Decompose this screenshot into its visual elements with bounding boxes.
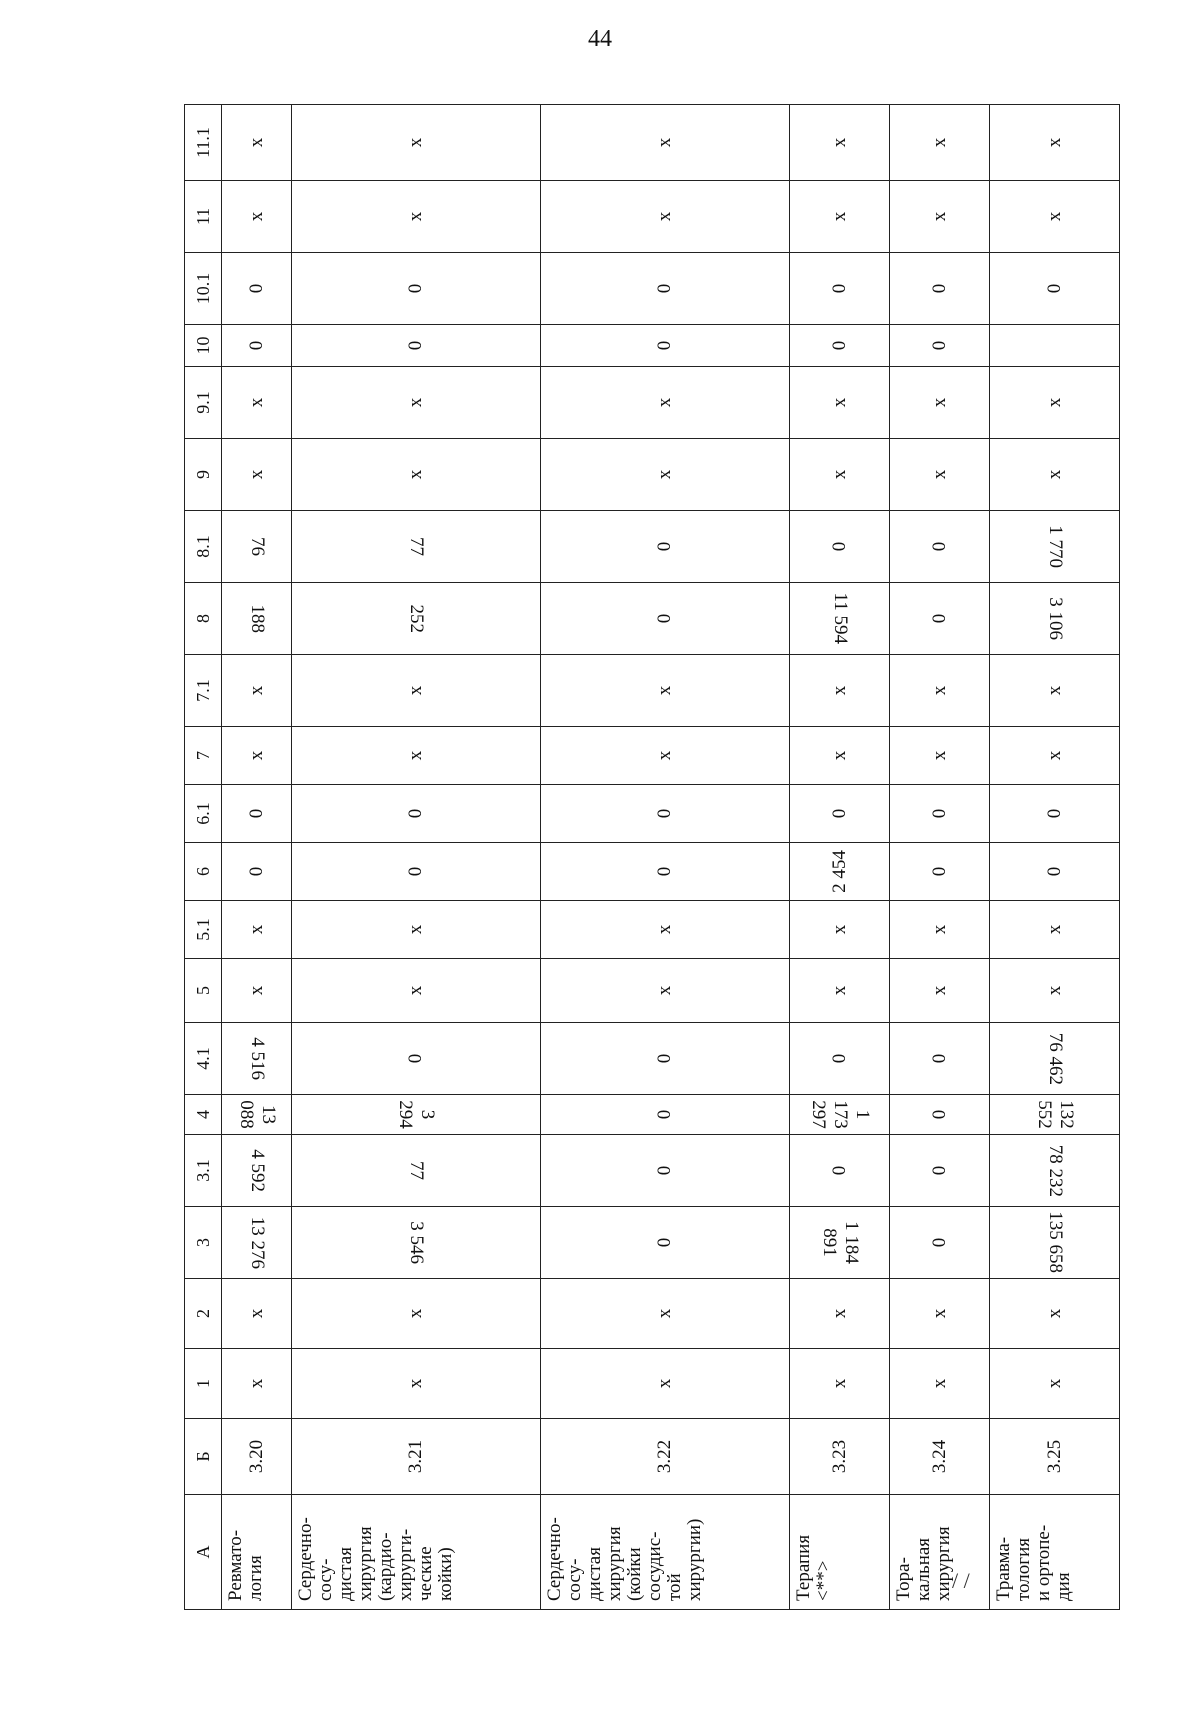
column-header: 11 — [185, 181, 222, 253]
row-name: Тора- кальная хирургия — [893, 1526, 955, 1601]
cell-value: 0 — [928, 541, 950, 552]
table-cell — [292, 727, 541, 785]
cell-value: 0 — [928, 1165, 950, 1176]
table-cell — [292, 1095, 541, 1135]
table-cell — [292, 655, 541, 727]
cell-value: 0 — [405, 283, 427, 294]
cell-value: 11 594 — [829, 592, 851, 645]
row-name-cell — [990, 1495, 1120, 1610]
cell-value: х — [654, 924, 676, 935]
cell-value: х — [245, 469, 267, 480]
cell-value: 0 — [928, 1237, 950, 1248]
table-cell — [790, 959, 890, 1023]
table-cell — [292, 1349, 541, 1419]
cell-value: х — [245, 924, 267, 935]
table-cell — [541, 181, 790, 253]
table-cell — [541, 439, 790, 511]
cell-value: 77 — [406, 537, 428, 556]
cell-value: х — [405, 469, 427, 480]
cell-value: 0 — [828, 283, 850, 294]
table-cell — [292, 367, 541, 439]
row-name-cell — [890, 1495, 990, 1610]
cell-value: х — [1043, 685, 1065, 696]
table-cell — [541, 959, 790, 1023]
table-cell — [292, 511, 541, 583]
cell-value: х — [405, 397, 427, 408]
table-cell — [890, 785, 990, 843]
column-header: 7.1 — [185, 655, 222, 727]
table-cell — [222, 367, 292, 439]
cell-value: х — [928, 1378, 950, 1389]
cell-value: 0 — [828, 340, 850, 351]
table-cell — [222, 901, 292, 959]
cell-value: х — [654, 985, 676, 996]
cell-value: 13 276 — [246, 1216, 268, 1269]
table-cell — [222, 1207, 292, 1279]
cell-value: 0 — [654, 808, 676, 819]
table-cell — [790, 367, 890, 439]
table-cell — [790, 253, 890, 325]
table-cell — [222, 583, 292, 655]
table-cell — [790, 439, 890, 511]
table-cell — [990, 1095, 1120, 1135]
table-cell — [292, 785, 541, 843]
table-cell — [990, 181, 1120, 253]
table-cell — [790, 727, 890, 785]
row-name-cell — [292, 1495, 541, 1610]
row-name: Сердечно- сосу- дистая хирургия (койки сосудис- той хирургии) — [544, 1517, 705, 1601]
cell-value: х — [405, 1378, 427, 1389]
table-cell — [222, 439, 292, 511]
table-cell — [790, 583, 890, 655]
cell-value: х — [928, 750, 950, 761]
cell-value: 0 — [1043, 808, 1065, 819]
table-cell — [890, 1279, 990, 1349]
table-cell — [541, 785, 790, 843]
table-cell — [890, 959, 990, 1023]
table-cell — [990, 1207, 1120, 1279]
cell-value: х — [828, 1378, 850, 1389]
cell-value: 0 — [1043, 866, 1065, 877]
cell-value: х — [1043, 924, 1065, 935]
cell-value: 0 — [245, 340, 267, 351]
cell-value: х — [828, 469, 850, 480]
table-cell — [790, 325, 890, 367]
table-cell — [990, 727, 1120, 785]
table-cell — [790, 1095, 890, 1135]
table-cell — [222, 727, 292, 785]
cell-value: х — [1043, 750, 1065, 761]
table-cell — [222, 325, 292, 367]
table-cell — [890, 1095, 990, 1135]
cell-value: 0 — [245, 808, 267, 819]
cell-value: 4 516 — [246, 1037, 268, 1080]
table-cell — [790, 655, 890, 727]
column-header: 7 — [185, 727, 222, 785]
table-cell — [790, 511, 890, 583]
column-header: 10 — [185, 325, 222, 367]
cell-value: 0 — [1043, 283, 1065, 294]
column-header: 8.1 — [185, 511, 222, 583]
cell-value: х — [828, 1308, 850, 1319]
cell-value: х — [405, 985, 427, 996]
pen-mark: / / — [952, 1568, 970, 1593]
column-header: 8 — [185, 583, 222, 655]
cell-value: 0 — [405, 1053, 427, 1064]
table-cell — [222, 843, 292, 901]
cell-value: х — [654, 397, 676, 408]
table-cell — [890, 843, 990, 901]
cell-value: 0 — [654, 1165, 676, 1176]
cell-value: 0 — [928, 866, 950, 877]
table-cell — [292, 1207, 541, 1279]
cell-value: 4 592 — [246, 1149, 268, 1192]
row-code: 3.24 — [890, 1419, 990, 1495]
table-cell — [541, 901, 790, 959]
cell-value: х — [928, 137, 950, 148]
cell-value: 0 — [654, 1053, 676, 1064]
cell-value: 0 — [654, 1237, 676, 1248]
table-row — [541, 105, 790, 1610]
row-name: Терапия <**> — [793, 1534, 835, 1601]
table-cell — [790, 1279, 890, 1349]
cell-value: 0 — [928, 1109, 950, 1120]
table-cell — [990, 843, 1120, 901]
cell-value: х — [928, 685, 950, 696]
table-cell — [541, 253, 790, 325]
table-cell — [222, 181, 292, 253]
column-header: 11.1 — [185, 105, 222, 181]
table-cell — [790, 843, 890, 901]
table-cell — [541, 105, 790, 181]
row-name: Ревмато- логия — [225, 1529, 266, 1601]
cell-value: х — [405, 137, 427, 148]
cell-value: 1 770 — [1044, 525, 1066, 568]
table-cell — [222, 1279, 292, 1349]
cell-value: х — [245, 211, 267, 222]
cell-value: 78 232 — [1044, 1144, 1066, 1197]
table-cell — [890, 367, 990, 439]
cell-value: х — [928, 469, 950, 480]
table-row — [222, 105, 292, 1610]
table-cell — [990, 105, 1120, 181]
table-cell — [990, 511, 1120, 583]
table-cell — [292, 959, 541, 1023]
table-cell — [222, 655, 292, 727]
table-cell — [222, 253, 292, 325]
table-cell — [790, 1023, 890, 1095]
table-cell — [292, 1135, 541, 1207]
column-header: 10.1 — [185, 253, 222, 325]
table-row — [292, 105, 541, 1610]
cell-value: х — [654, 750, 676, 761]
cell-value: 0 — [928, 613, 950, 624]
row-name-cell — [541, 1495, 790, 1610]
table-cell — [541, 1135, 790, 1207]
cell-value: 0 — [245, 866, 267, 877]
table-cell — [890, 655, 990, 727]
table-cell — [890, 105, 990, 181]
table-cell — [222, 511, 292, 583]
column-header: 6 — [185, 843, 222, 901]
cell-value: х — [654, 137, 676, 148]
cell-value: х — [405, 211, 427, 222]
table-cell — [292, 1023, 541, 1095]
table-cell — [790, 901, 890, 959]
cell-value: 0 — [928, 808, 950, 819]
cell-value: х — [828, 985, 850, 996]
cell-value: х — [405, 750, 427, 761]
cell-value: 77 — [406, 1161, 428, 1180]
cell-value: 0 — [828, 1165, 850, 1176]
cell-value: х — [245, 397, 267, 408]
cell-value: 76 462 — [1044, 1032, 1066, 1085]
cell-value: х — [654, 469, 676, 480]
table-cell — [790, 785, 890, 843]
cell-value: 76 — [246, 537, 268, 556]
cell-value: 0 — [928, 1053, 950, 1064]
table-cell — [541, 367, 790, 439]
cell-value: 135 658 — [1044, 1211, 1066, 1274]
table-cell — [541, 1349, 790, 1419]
cell-value: х — [928, 211, 950, 222]
cell-value: х — [928, 397, 950, 408]
table-cell — [292, 105, 541, 181]
column-header: 4.1 — [185, 1023, 222, 1095]
cell-value: х — [654, 211, 676, 222]
cell-value: х — [654, 685, 676, 696]
table-cell — [790, 181, 890, 253]
column-header: А — [185, 1495, 222, 1610]
cell-value: 3 106 — [1044, 597, 1066, 640]
data-table — [184, 104, 1120, 1610]
cell-value: 0 — [654, 866, 676, 877]
cell-value: 0 — [654, 283, 676, 294]
column-header: 9 — [185, 439, 222, 511]
table-cell — [222, 1135, 292, 1207]
table-cell — [222, 959, 292, 1023]
table-cell — [292, 325, 541, 367]
table-cell — [890, 1207, 990, 1279]
cell-value: 0 — [654, 613, 676, 624]
cell-value: х — [828, 750, 850, 761]
table-cell — [990, 1349, 1120, 1419]
cell-value: х — [245, 685, 267, 696]
column-header: Б — [185, 1419, 222, 1495]
cell-value: х — [1043, 1378, 1065, 1389]
table-cell — [541, 727, 790, 785]
table-cell — [292, 253, 541, 325]
row-code: 3.20 — [222, 1419, 292, 1495]
table-cell — [541, 1207, 790, 1279]
table-cell — [541, 511, 790, 583]
cell-value: 0 — [654, 541, 676, 552]
cell-value: х — [1043, 397, 1065, 408]
cell-value: х — [654, 1378, 676, 1389]
table-cell — [990, 253, 1120, 325]
table-cell — [222, 105, 292, 181]
cell-value: х — [828, 211, 850, 222]
cell-value: 2 454 — [828, 850, 850, 893]
cell-value: х — [245, 137, 267, 148]
table-cell — [990, 367, 1120, 439]
cell-value: 0 — [928, 340, 950, 351]
cell-value: х — [1043, 469, 1065, 480]
cell-value: х — [828, 685, 850, 696]
cell-value: 0 — [828, 541, 850, 552]
cell-value: х — [1043, 137, 1065, 148]
cell-value: 132 552 — [1033, 1100, 1077, 1129]
cell-value: 0 — [828, 1053, 850, 1064]
table-cell — [890, 1135, 990, 1207]
table-cell — [890, 325, 990, 367]
table-cell — [222, 1023, 292, 1095]
table-cell — [292, 843, 541, 901]
table-cell — [790, 1349, 890, 1419]
table-cell — [990, 1023, 1120, 1095]
column-header: 5 — [185, 959, 222, 1023]
table-cell — [292, 1279, 541, 1349]
table-cell — [890, 1023, 990, 1095]
row-code: 3.22 — [541, 1419, 790, 1495]
cell-value: х — [1043, 1308, 1065, 1319]
cell-value: х — [828, 397, 850, 408]
column-header: 1 — [185, 1349, 222, 1419]
cell-value: 0 — [654, 340, 676, 351]
table-cell — [541, 843, 790, 901]
cell-value: х — [828, 137, 850, 148]
cell-value: х — [245, 750, 267, 761]
table-body — [222, 105, 1120, 1610]
cell-value: 3 294 — [395, 1100, 439, 1129]
table-cell — [990, 325, 1120, 367]
table-cell — [292, 181, 541, 253]
cell-value: 0 — [828, 808, 850, 819]
cell-value: 1 184 891 — [818, 1221, 862, 1264]
table-cell — [990, 959, 1120, 1023]
row-code: 3.25 — [990, 1419, 1120, 1495]
cell-value: 188 — [246, 604, 268, 633]
cell-value: 0 — [405, 866, 427, 877]
table-cell — [541, 1095, 790, 1135]
row-code: 3.21 — [292, 1419, 541, 1495]
table-cell — [990, 785, 1120, 843]
table-cell — [541, 325, 790, 367]
table-row — [790, 105, 890, 1610]
cell-value: 1 173 297 — [807, 1100, 873, 1129]
table-cell — [890, 181, 990, 253]
cell-value: 0 — [405, 808, 427, 819]
table-cell — [790, 1135, 890, 1207]
column-header: 3 — [185, 1207, 222, 1279]
table-cell — [541, 1279, 790, 1349]
table-cell — [222, 785, 292, 843]
cell-value: х — [928, 1308, 950, 1319]
table-cell — [292, 583, 541, 655]
table-cell — [790, 1207, 890, 1279]
table-cell — [990, 1279, 1120, 1349]
cell-value: х — [928, 985, 950, 996]
column-header: 3.1 — [185, 1135, 222, 1207]
cell-value: х — [245, 985, 267, 996]
table-row — [890, 105, 990, 1610]
table-cell — [890, 727, 990, 785]
header-row — [185, 105, 222, 1610]
table-cell — [890, 439, 990, 511]
table-cell — [890, 1349, 990, 1419]
row-name: Травма- тология и ортопе- дия — [993, 1524, 1075, 1601]
row-name-cell — [790, 1495, 890, 1610]
cell-value: х — [245, 1308, 267, 1319]
cell-value: х — [654, 1308, 676, 1319]
table-cell — [790, 105, 890, 181]
cell-value: х — [405, 685, 427, 696]
page-number: 44 — [588, 26, 612, 52]
cell-value: х — [1043, 211, 1065, 222]
cell-value: 252 — [406, 604, 428, 633]
cell-value: 0 — [405, 340, 427, 351]
cell-value: х — [405, 924, 427, 935]
column-header: 4 — [185, 1095, 222, 1135]
column-header: 2 — [185, 1279, 222, 1349]
table-cell — [890, 901, 990, 959]
table-cell — [990, 655, 1120, 727]
row-name: Сердечно- сосу- дистая хирургия (кардио- хирурги- ческие койки) — [295, 1517, 456, 1601]
table-cell — [990, 439, 1120, 511]
table-cell — [890, 253, 990, 325]
column-header: 9.1 — [185, 367, 222, 439]
cell-value: х — [828, 924, 850, 935]
table-cell — [990, 583, 1120, 655]
cell-value: х — [245, 1378, 267, 1389]
column-header: 5.1 — [185, 901, 222, 959]
table-cell — [541, 583, 790, 655]
cell-value: 3 546 — [406, 1221, 428, 1264]
column-header: 6.1 — [185, 785, 222, 843]
cell-value: 0 — [245, 283, 267, 294]
table-cell — [890, 511, 990, 583]
table-cell — [890, 583, 990, 655]
cell-value: 0 — [928, 283, 950, 294]
table-row — [990, 105, 1120, 1610]
table-cell — [990, 901, 1120, 959]
table-cell — [292, 439, 541, 511]
row-code: 3.23 — [790, 1419, 890, 1495]
table-cell — [292, 901, 541, 959]
table-container — [184, 114, 1120, 1610]
cell-value: 0 — [654, 1109, 676, 1120]
cell-value: х — [928, 924, 950, 935]
table-cell — [541, 655, 790, 727]
row-name-cell — [222, 1495, 292, 1610]
table-cell — [222, 1095, 292, 1135]
cell-value: х — [405, 1308, 427, 1319]
table-cell — [990, 1135, 1120, 1207]
cell-value: 13 088 — [235, 1100, 279, 1129]
table-cell — [541, 1023, 790, 1095]
cell-value: х — [1043, 985, 1065, 996]
table-cell — [222, 1349, 292, 1419]
